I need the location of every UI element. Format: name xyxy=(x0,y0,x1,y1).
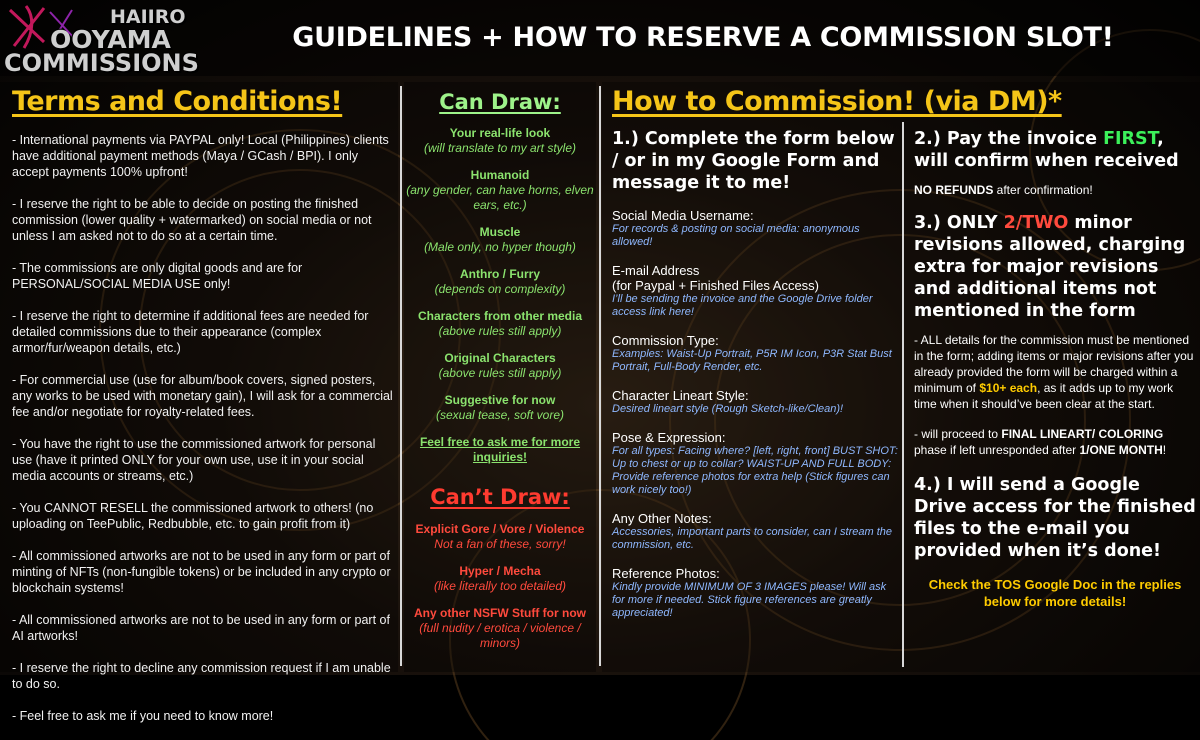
revision-details-text: , as it adds up to my work time when it should’ve been clear at the start. xyxy=(914,381,1174,411)
draw-column xyxy=(404,82,596,672)
term-item: - I reserve the right to be able to decide on posting the finished commission (lower quality + watermarked) on social media or not unless I am asked not to do so at a certain time. xyxy=(12,197,372,243)
term-item: - You CANNOT RESELL the commissioned artwork to others! (no uploading on TeePublic, Redbubble, etc. to gain profit from it) xyxy=(12,501,374,531)
can-draw-name: Characters from other media xyxy=(417,309,583,323)
field-label: Pose & Expression: xyxy=(612,430,726,445)
list-item xyxy=(404,267,596,297)
can-draw-note: (Male only, no hyper though) xyxy=(424,240,576,254)
can-draw-note: (above rules still apply) xyxy=(438,324,562,338)
can-draw-name: Humanoid xyxy=(470,168,530,182)
list-item xyxy=(404,309,596,339)
terms-list xyxy=(12,132,394,740)
steps-2-4-section xyxy=(914,128,1196,610)
list-item xyxy=(404,606,596,651)
term-item: - The commissions are only digital goods and are for PERSONAL/SOCIAL MEDIA USE only! xyxy=(12,261,303,291)
inquiries-note: Feel free to ask me for more inquiries! xyxy=(419,435,581,464)
step4-heading: 4.) I will send a Google Drive access for the finished files to the e-mail you provided when it’s done! xyxy=(914,475,1196,561)
unresponded-emphasis: 1/ONE MONTH xyxy=(1079,443,1163,457)
cant-draw-note: Not a fan of these, sorry! xyxy=(434,537,566,551)
can-draw-note: (will translate to my art style) xyxy=(423,141,577,155)
unresponded-text: - will proceed to xyxy=(914,427,1002,441)
can-draw-list xyxy=(404,126,596,465)
cant-draw-title: Can’t Draw: xyxy=(430,485,570,509)
list-item xyxy=(404,168,596,213)
term-item: - International payments via PAYPAL only! Local (Philippines) clients have additional payment methods (Maya / GCash / BPI). I only accept payments 100% upfront! xyxy=(12,133,389,179)
can-draw-note: (any gender, can have horns, elven ears, etc.) xyxy=(406,183,594,212)
step3-heading-text: 3.) ONLY xyxy=(914,213,1004,233)
term-item: - I reserve the right to determine if additional fees are needed for detailed commissions due to their appearance (complex armor/fur/weapon details, etc.) xyxy=(12,309,369,355)
step2-heading-text: 2.) Pay the invoice xyxy=(914,129,1104,149)
step3-heading xyxy=(914,212,1196,322)
list-item xyxy=(404,351,596,381)
step2-heading-emphasis: FIRST xyxy=(1103,129,1158,149)
cant-draw-note: (like literally too detailed) xyxy=(433,579,567,593)
tos-note: Check the TOS Google Doc in the replies below for more details! xyxy=(928,577,1182,609)
step2-heading xyxy=(914,128,1196,172)
terms-title: Terms and Conditions! xyxy=(12,86,343,117)
term-item: - I reserve the right to decline any commission request if I am unable to do so. xyxy=(12,661,391,691)
step3-heading-emphasis: 2/TWO xyxy=(1003,213,1069,233)
divider xyxy=(599,86,601,666)
cant-draw-name: Explicit Gore / Vore / Violence xyxy=(415,522,585,536)
terms-column xyxy=(0,82,398,723)
field-note: Kindly provide MINIMUM OF 3 IMAGES please! Will ask for more if needed. Stick figure references are greatly appreciated! xyxy=(612,581,887,619)
list-item xyxy=(404,126,596,156)
can-draw-name: Muscle xyxy=(479,225,521,239)
divider xyxy=(400,86,402,666)
can-draw-note: (above rules still apply) xyxy=(438,366,562,380)
term-item: - All commissioned artworks are not to be used in any form or part of AI artworks! xyxy=(12,613,390,643)
field-note: For records & posting on social media: anonymous allowed! xyxy=(612,223,860,248)
unresponded-note xyxy=(914,426,1196,458)
unresponded-emphasis: FINAL LINEART/ COLORING xyxy=(1001,427,1164,441)
revision-details xyxy=(914,332,1196,412)
field-label: Reference Photos: xyxy=(612,566,720,581)
list-item xyxy=(404,225,596,255)
unresponded-text: ! xyxy=(1162,443,1167,457)
field-label: Character Lineart Style: xyxy=(612,388,749,403)
refund-note-text: after confirmation! xyxy=(993,183,1093,197)
term-item: - Feel free to ask me if you need to know more! xyxy=(12,709,274,723)
cant-draw-list xyxy=(404,522,596,663)
step3-heading-text: minor revisions allowed, charging extra for major revisions and additional items not mentioned in the form xyxy=(914,213,1186,321)
can-draw-name: Suggestive for now xyxy=(444,393,556,407)
step1-section xyxy=(612,128,900,620)
list-item xyxy=(404,393,596,423)
logo xyxy=(2,2,200,77)
field-note: I’ll be sending the invoice and the Google Drive folder access link here! xyxy=(612,293,873,318)
field-note: Accessories, important parts to consider, can I stream the commission, etc. xyxy=(612,526,893,551)
unresponded-text: phase if left unresponded after xyxy=(914,443,1080,457)
can-draw-name: Anthro / Furry xyxy=(460,267,540,281)
how-to-commission-column xyxy=(602,82,1200,672)
refund-note-emphasis: NO REFUNDS xyxy=(914,183,994,197)
logo-text-line1: HAIIRO xyxy=(110,6,186,28)
divider xyxy=(902,122,904,667)
header xyxy=(0,0,1200,76)
list-item xyxy=(404,564,596,594)
step1-heading: 1.) Complete the form below / or in my Google Form and message it to me! xyxy=(612,129,895,193)
can-draw-name: Your real-life look xyxy=(449,126,551,140)
how-title: How to Commission! (via DM)* xyxy=(612,86,1062,117)
logo-text-line2: OOYAMA xyxy=(50,25,171,54)
cant-draw-name: Hyper / Mecha xyxy=(459,564,541,578)
can-draw-title: Can Draw: xyxy=(439,90,561,114)
logo-text-line3: COMMISSIONS xyxy=(4,49,199,77)
cant-draw-name: Any other NSFW Stuff for now xyxy=(414,606,586,620)
field-note: For all types: Facing where? [left, right, front] BUST SHOT: Up to chest or up to collar? WAIST-UP AND FULL BODY: Provide reference photos for extra help (Stick figures can work nicely too!) xyxy=(612,445,898,496)
field-label: Social Media Username: xyxy=(612,208,754,223)
field-sublabel: (for Paypal + Finished Files Access) xyxy=(612,278,819,293)
step2-heading-text: , will confirm when received xyxy=(914,129,1179,171)
field-note: Desired lineart style (Rough Sketch-like/Clean)! xyxy=(612,403,844,415)
term-item: - You have the right to use the commissioned artwork for personal use (have it printed ONLY for your own use, use it in your social media accounts or streams, etc.) xyxy=(12,437,376,483)
field-label: E-mail Address xyxy=(612,263,700,278)
field-label: Any Other Notes: xyxy=(612,511,712,526)
page-title: GUIDELINES + HOW TO RESERVE A COMMISSION SLOT! xyxy=(292,22,1114,53)
cant-draw-note: (full nudity / erotica / violence / minors) xyxy=(419,621,581,650)
term-item: - All commissioned artworks are not to be used in any form or part of minting of NFTs (non-fungible tokens) or be included in any crypto or blockchain systems! xyxy=(12,549,391,595)
field-label: Commission Type: xyxy=(612,333,719,348)
field-note: Examples: Waist-Up Portrait, P5R IM Icon, P3R Stat Bust Portrait, Full-Body Render, etc. xyxy=(612,348,892,373)
term-item: - For commercial use (use for album/book covers, signed posters, any works to be used with monetary gain), I will ask for a commercial fee and/or negotiate for royalty-related fees. xyxy=(12,373,393,419)
can-draw-note: (sexual tease, soft vore) xyxy=(435,408,565,422)
revision-fee: $10+ each xyxy=(979,381,1038,395)
refund-note xyxy=(914,182,1196,198)
list-item xyxy=(404,522,596,552)
can-draw-note: (depends on complexity) xyxy=(434,282,566,296)
can-draw-name: Original Characters xyxy=(444,351,556,365)
revision-details-text: - ALL details for the commission must be mentioned in the form; adding items or major revisions after you already provided the form will be charged within a minimum of xyxy=(914,333,1194,395)
